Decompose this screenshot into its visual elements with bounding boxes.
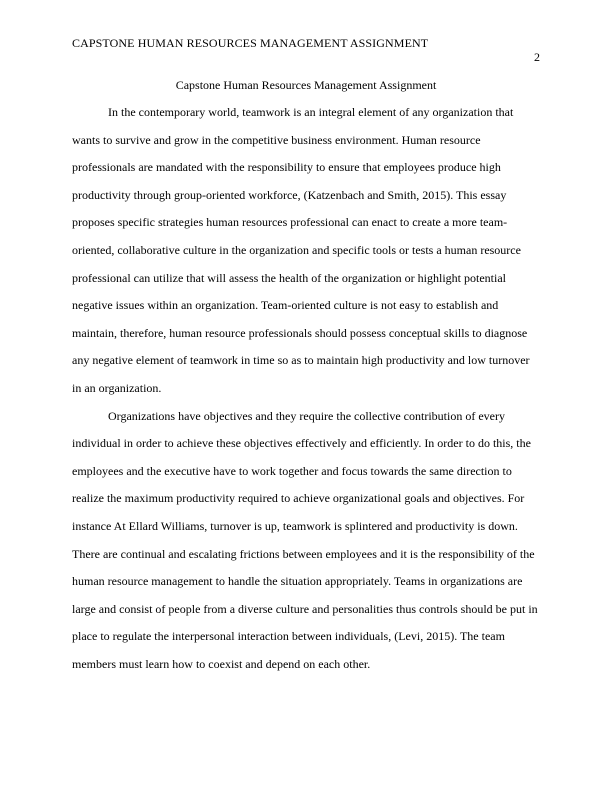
paragraph-2: Organizations have objectives and they require the collective contribution of every individual in order to achieve these objectives effectively and efficiently. In order to do this, the employees and the executive have to work together and focus towards the same direction to realize the maximum productivity required to achieve organizational goals and objectives. For instance At Ellard Williams, turnover is up, teamwork is splintered and productivity is down. There are continual and escalating frictions between employees and it is the responsibility of the human resource management to handle the situation appropriately. Teams in organizations are large and consist of people from a diverse culture and personalities thus controls should be put in place to regulate the interpersonal interaction between individuals, (Levi, 2015). The team members must learn how to coexist and depend on each other.	[72, 408, 538, 671]
paragraph-1: In the contemporary world, teamwork is an integral element of any organization that wants to survive and grow in the competitive business environment. Human resource professionals are mandated with the responsibility to ensure that employees produce high productivity through group-oriented workforce, (Katzenbach and Smith, 2015). This essay proposes specific strategies human resources professional can enact to create a more team-oriented, collaborative culture in the organization and specific tools or tests a human resource professional can utilize that will assess the health of the organization or highlight potential negative issues within an organization. Team-oriented culture is not easy to establish and maintain, therefore, human resource professionals should possess conceptual skills to diagnose any negative element of teamwork in time so as to maintain high productivity and low turnover in an organization.	[72, 105, 530, 395]
document-title: Capstone Human Resources Management Assignment	[175, 78, 437, 92]
page-number: 2	[534, 50, 540, 64]
document-body	[72, 99, 540, 678]
running-head: CAPSTONE HUMAN RESOURCES MANAGEMENT ASSIGNMENT	[72, 36, 429, 50]
